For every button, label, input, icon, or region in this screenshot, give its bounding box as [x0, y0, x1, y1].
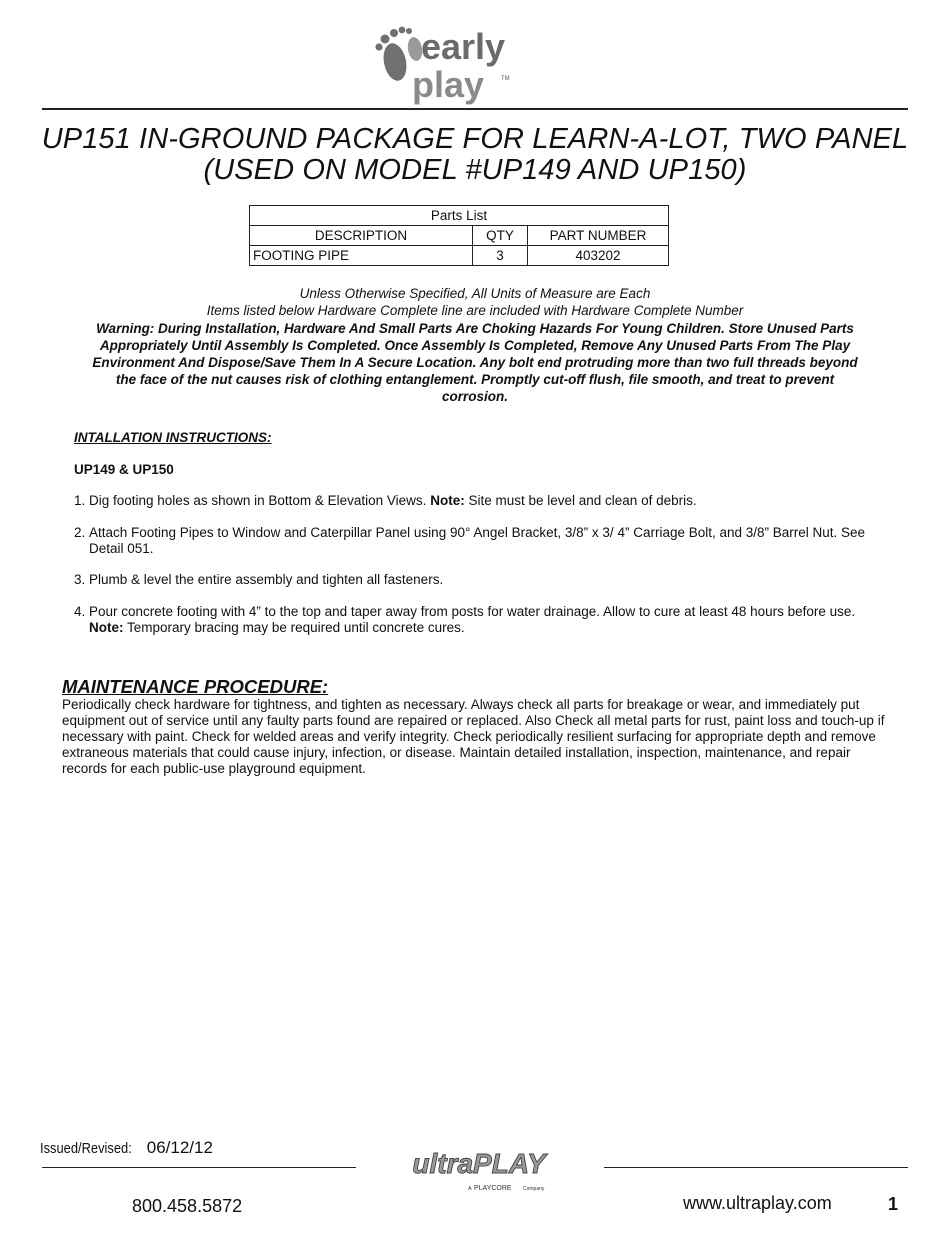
cell-part-number: 403202	[528, 246, 669, 266]
step-number: 4.	[74, 604, 86, 619]
logo-word-play: play	[412, 64, 485, 105]
warning-text: Warning: During Installation, Hardware And Small Parts Are Choking Hazards For Young Children. Store Unused Parts Appropriately Until Assembly Is Completed. Once Assembly Is Completed, Remove Any Unused Parts From The Play Environment And Dispose/Save Them In A Secure Location. Any bolt end protruding more than two full threads beyond the face of the nut causes risk of clothing entanglement. Promptly cut-off flush, file smooth, and treat to prevent corrosion.	[92, 321, 858, 404]
footprint-icon	[375, 27, 412, 83]
playcore-company: Company	[523, 1186, 545, 1192]
column-header-description: DESCRIPTION	[250, 226, 473, 246]
table-row	[250, 246, 669, 266]
list-item	[74, 572, 884, 588]
units-note-line-1: Unless Otherwise Specified, All Units of Measure are Each	[299, 286, 651, 301]
step-text: Pour concrete footing with 4” to the top and taper away from posts for water drainage. Allow to cure at least 48 hours before use.	[89, 604, 856, 619]
step-number: 2.	[74, 525, 86, 540]
column-header-part-number: PART NUMBER	[528, 226, 669, 246]
note-label: Note:	[430, 493, 465, 508]
cell-qty: 3	[473, 246, 528, 266]
column-header-qty: QTY	[473, 226, 528, 246]
page-title: UP151 IN-GROUND PACKAGE FOR LEARN-A-LOT, TWO PANEL (USED ON MODEL #UP149 AND UP150)	[41, 123, 909, 186]
list-item	[74, 604, 884, 636]
model-heading: UP149 & UP150	[74, 462, 174, 477]
issued-date: 06/12/12	[146, 1138, 213, 1157]
list-item	[74, 493, 884, 509]
step-text: Plumb & level the entire assembly and tighten all fasteners.	[89, 572, 444, 587]
page-number: 1	[888, 1194, 899, 1214]
ultraplay-logo	[398, 1146, 560, 1196]
issued-label: Issued/Revised:	[40, 1140, 132, 1157]
issued-revised	[40, 1138, 213, 1158]
step-number: 1.	[74, 493, 86, 508]
parts-list-table	[249, 205, 669, 266]
maintenance-heading: MAINTENANCE PROCEDURE:	[62, 676, 329, 697]
cell-description: FOOTING PIPE	[250, 246, 473, 266]
step-text: Dig footing holes as shown in Bottom & Elevation Views.	[89, 493, 427, 508]
list-item	[74, 525, 884, 557]
installation-heading: INTALLATION INSTRUCTIONS:	[74, 430, 272, 445]
step-note: Site must be level and clean of debris.	[468, 493, 697, 508]
footer-divider-left	[42, 1167, 356, 1168]
step-number: 3.	[74, 572, 86, 587]
phone-number: 800.458.5872	[132, 1196, 243, 1216]
parts-list-caption: Parts List	[250, 206, 669, 226]
logo-trademark: TM	[501, 76, 510, 82]
units-note-line-2: Items listed below Hardware Complete line are included with Hardware Complete Number	[206, 303, 744, 318]
note-label: Note:	[89, 620, 124, 635]
website-link[interactable]: www.ultraplay.com	[683, 1193, 832, 1213]
maintenance-body: Periodically check hardware for tightness, and tighten as necessary. Always check all parts for breakage or wear, and immediately put equipment out of service until any faulty parts found are repaired or replaced. Also Check all metal parts for rust, paint loss and touch-up if necessary with paint. Check for welded areas and verify integrity. Check periodically resilient surfacing for appropriate depth and remove extraneous materials that could cause injury, infection, or disease. Maintain detailed installation, inspection, maintenance, and repair records for each public-use playground equipment.	[62, 697, 885, 776]
units-note	[40, 285, 910, 319]
footer-divider-right	[604, 1167, 908, 1168]
logo-word-early: early	[421, 26, 506, 67]
early-play-logo	[365, 14, 540, 106]
step-text: Attach Footing Pipes to Window and Caterpillar Panel using 90° Angel Bracket, 3/8” x 3/ 4” Carriage Bolt, and 3/8” Barrel Nut. See Detail 051.	[89, 525, 866, 556]
ultraplay-wordmark: ultraPLAY	[412, 1148, 546, 1179]
playcore-prefix: A	[468, 1186, 472, 1192]
header-divider	[42, 108, 908, 110]
step-note: Temporary bracing may be required until concrete cures.	[127, 620, 465, 635]
playcore-name: PLAYCORE	[474, 1185, 512, 1192]
